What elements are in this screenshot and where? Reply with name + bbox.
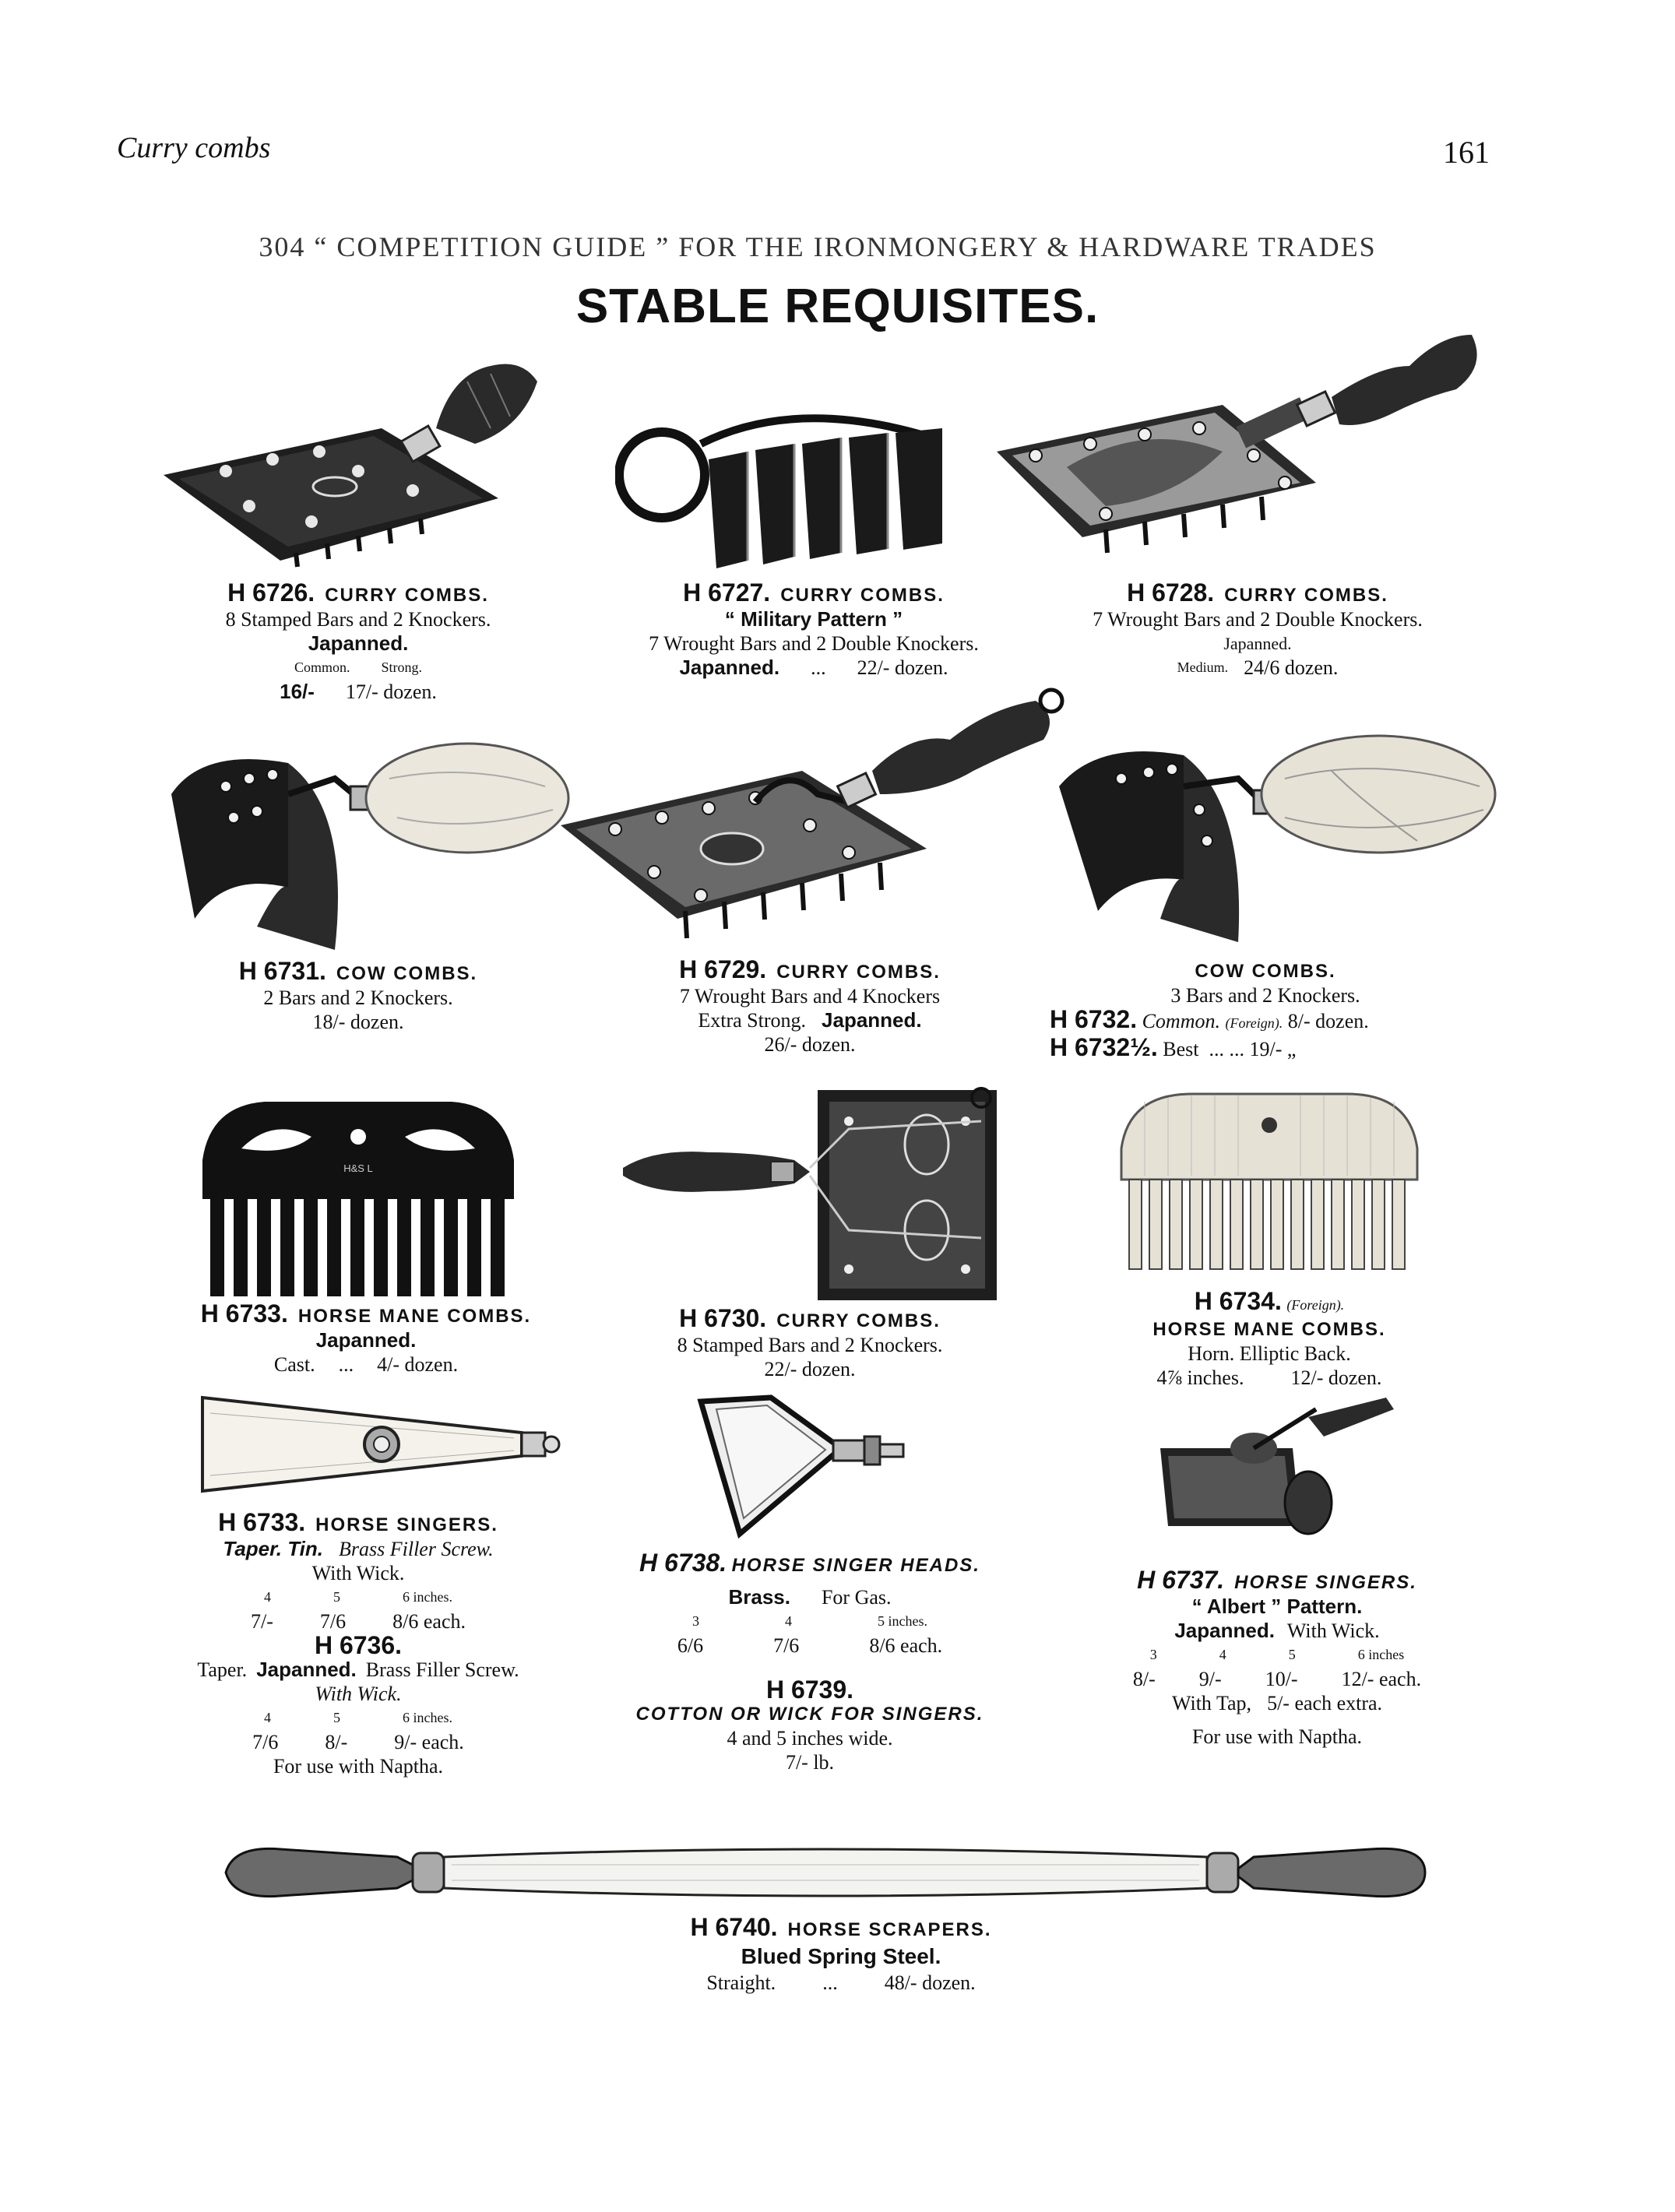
item-code: H 6730.: [679, 1304, 767, 1332]
item-price: 24/6 dozen.: [1244, 656, 1339, 679]
item-code: H 6737.: [1137, 1566, 1225, 1594]
grade-best: Best: [1163, 1038, 1199, 1060]
price-1: 6/6: [677, 1634, 704, 1657]
item-desc: 8 Stamped Bars and 2 Knockers.: [677, 1334, 943, 1356]
running-head-section: Curry combs: [117, 132, 271, 164]
item-label: CURRY COMBS.: [776, 962, 941, 983]
item-code: H 6728.: [1127, 578, 1215, 607]
item-code-h6739: H 6739.: [765, 1676, 854, 1704]
item-h6732: [1043, 959, 1487, 1061]
item-label: HORSE SINGERS.: [1234, 1572, 1417, 1593]
item-desc-filler: Brass Filler Screw.: [339, 1538, 494, 1560]
item-material: Cast.: [273, 1353, 315, 1376]
size-3: 5: [1288, 1647, 1296, 1662]
item-h6727: [584, 578, 1043, 680]
item-desc: 2 Bars and 2 Knockers.: [263, 986, 453, 1009]
item-label: CURRY COMBS.: [776, 1310, 941, 1331]
item-wick: With Wick.: [315, 1683, 402, 1705]
grade-common: Common.: [1142, 1010, 1220, 1032]
price-common: 16/-: [280, 680, 315, 703]
item-h6733-mane: [164, 1299, 568, 1377]
horse-mane-comb-h6734-illustration: [1114, 1086, 1425, 1281]
item-label: HORSE MANE COMBS.: [297, 1306, 532, 1327]
grade-common: Common.: [294, 659, 350, 675]
price-1: 7/6: [252, 1731, 279, 1753]
size-2: 5: [333, 1710, 340, 1725]
item-desc: Horn. Elliptic Back.: [1188, 1342, 1351, 1365]
item-tap: With Tap,: [1171, 1692, 1252, 1714]
price-3: 9/- each.: [394, 1731, 464, 1753]
item-code: H 6726.: [227, 578, 315, 607]
item-pattern: “ Albert ” Pattern.: [1191, 1595, 1363, 1618]
price-3: 8/6 each.: [869, 1634, 943, 1657]
item-label-h6739: COTTON OR WICK FOR SINGERS.: [635, 1704, 984, 1725]
item-code-common: H 6732.: [1050, 1005, 1138, 1033]
item-code: H 6740.: [690, 1913, 778, 1941]
item-code: H 6729.: [679, 955, 767, 983]
item-h6733-singer: [140, 1510, 576, 1778]
size-1: 4: [264, 1589, 271, 1605]
item-wick: With Wick.: [311, 1562, 405, 1584]
item-note: For use with Naptha.: [1191, 1725, 1363, 1748]
item-desc-h6739: 4 and 5 inches wide.: [727, 1727, 893, 1750]
price-best: 19/- „: [1249, 1038, 1297, 1060]
item-label: CURRY COMBS.: [780, 585, 945, 606]
item-h6740: [514, 1914, 1168, 1996]
item-foreign: (Foreign).: [1286, 1297, 1345, 1313]
size-2: 5: [333, 1589, 340, 1605]
price-2: 8/-: [325, 1731, 348, 1753]
item-label: COW COMBS.: [1195, 961, 1336, 982]
size-3: 5 inches.: [878, 1613, 927, 1629]
item-label: HORSE SINGERS.: [315, 1514, 498, 1535]
item-price: 48/- dozen.: [884, 1971, 976, 1994]
item-finish: Japanned.: [1223, 634, 1292, 653]
price-strong: 17/- dozen.: [345, 680, 437, 703]
item-code-best: H 6732½.: [1050, 1033, 1158, 1061]
item-size: 4⅞ inches.: [1156, 1366, 1244, 1389]
item-code: H 6733.: [200, 1299, 288, 1328]
cow-comb-h6731-illustration: [156, 716, 592, 965]
horse-singer-h6737-illustration: [1152, 1394, 1402, 1542]
size-4: 6 inches: [1357, 1647, 1405, 1662]
item-label: CURRY COMBS.: [1224, 585, 1388, 606]
item-finish: Japanned.: [679, 656, 780, 679]
horse-singer-head-h6738-illustration: [693, 1394, 911, 1542]
item-label: CURRY COMBS.: [325, 585, 489, 606]
item-foreign: (Foreign).: [1225, 1015, 1283, 1031]
price-1: 8/-: [1132, 1668, 1156, 1690]
item-price: 22/- dozen.: [857, 656, 948, 679]
item-wick: With Wick.: [1286, 1619, 1380, 1642]
item-price: 12/- dozen.: [1290, 1366, 1382, 1389]
item-h6729: [592, 955, 1028, 1057]
page-number: 161: [1443, 135, 1490, 170]
item-code-h6736: H 6736.: [314, 1631, 403, 1659]
item-finish: Japanned.: [1174, 1619, 1275, 1642]
item-code: H 6727.: [683, 578, 771, 607]
item-code: H 6733.: [218, 1508, 306, 1536]
item-grade: Medium.: [1177, 659, 1229, 675]
price-1: 7/-: [251, 1610, 273, 1633]
price-3: 10/-: [1265, 1668, 1298, 1690]
horse-mane-comb-h6733-illustration: [195, 1090, 522, 1300]
price-2: 9/-: [1198, 1668, 1222, 1690]
item-desc: 7 Wrought Bars and 2 Double Knockers.: [649, 632, 979, 655]
item-price: 26/- dozen.: [764, 1033, 856, 1056]
item-h6734: [1067, 1289, 1472, 1390]
item-note: For use with Naptha.: [273, 1755, 444, 1778]
item-h6728: [1028, 578, 1487, 680]
item-desc-taper: Taper.: [197, 1658, 248, 1681]
item-finish: Japanned.: [315, 1328, 417, 1352]
item-tap-price: 5/- each extra.: [1267, 1692, 1383, 1714]
item-label: HORSE SCRAPERS.: [787, 1919, 992, 1940]
item-type: Straight.: [706, 1971, 776, 1994]
item-desc-taper: Taper. Tin.: [223, 1537, 323, 1560]
item-code: H 6731.: [238, 957, 326, 985]
item-price: 4/- dozen.: [377, 1353, 459, 1376]
size-3: 6 inches.: [403, 1710, 452, 1725]
item-finish: Japanned.: [308, 631, 409, 655]
size-2: 4: [785, 1613, 792, 1629]
item-h6726: [175, 578, 541, 704]
item-desc: 7 Wrought Bars and 4 Knockers: [679, 985, 941, 1008]
size-1: 4: [264, 1710, 271, 1725]
cow-comb-h6732-illustration: [1051, 724, 1503, 958]
item-desc: 8 Stamped Bars and 2 Knockers.: [225, 608, 491, 631]
item-use: For Gas.: [821, 1586, 892, 1609]
item-finish: Japanned.: [256, 1658, 357, 1681]
curry-comb-h6726-illustration: [156, 343, 561, 568]
item-label: COW COMBS.: [336, 963, 478, 984]
item-dots: ... ...: [1209, 1038, 1244, 1060]
price-3: 8/6 each.: [392, 1610, 466, 1633]
item-material: Blued Spring Steel.: [741, 1944, 941, 1968]
horse-scraper-h6740-illustration: [218, 1826, 1433, 1919]
item-filler: Brass Filler Screw.: [365, 1658, 519, 1681]
curry-comb-h6728-illustration: [989, 319, 1487, 568]
curry-comb-h6729-illustration: [553, 685, 1082, 950]
item-pattern: “ Military Pattern ”: [724, 607, 903, 631]
item-h6738: [615, 1551, 1005, 1774]
item-label: HORSE SINGER HEADS.: [731, 1555, 980, 1576]
price-4: 12/- each.: [1341, 1668, 1422, 1690]
size-1: 3: [692, 1613, 699, 1629]
curry-comb-h6730-illustration: [615, 1074, 1020, 1308]
item-price: 18/- dozen.: [312, 1011, 404, 1033]
item-h6731: [175, 959, 541, 1034]
item-h6737: [1059, 1568, 1495, 1749]
price-2: 7/6: [319, 1610, 347, 1633]
price-2: 7/6: [773, 1634, 800, 1657]
item-strength: Extra Strong.: [698, 1009, 807, 1032]
page-title: STABLE REQUISITES.: [575, 280, 1100, 333]
item-code: H 6738.: [639, 1549, 727, 1577]
comb-stamp: H&S L: [343, 1162, 373, 1174]
item-label: HORSE MANE COMBS.: [1152, 1319, 1386, 1340]
item-dots: ...: [811, 656, 826, 679]
item-dots: ...: [822, 1971, 838, 1994]
size-1: 3: [1149, 1647, 1157, 1662]
size-3: 6 inches.: [403, 1589, 452, 1605]
item-price-h6739: 7/- lb.: [785, 1751, 835, 1774]
item-desc: 7 Wrought Bars and 2 Double Knockers.: [1093, 608, 1423, 631]
price-common: 8/- dozen.: [1287, 1010, 1369, 1032]
item-finish: Japanned.: [822, 1008, 922, 1032]
item-price: 22/- dozen.: [764, 1358, 856, 1380]
item-code: H 6734.: [1194, 1287, 1282, 1315]
item-h6730: [592, 1306, 1028, 1381]
catalogue-header: 304 “ COMPETITION GUIDE ” FOR THE IRONMONGERY & HARDWARE TRADES: [259, 231, 1377, 262]
item-desc: 3 Bars and 2 Knockers.: [1170, 984, 1360, 1007]
horse-singer-h6733-illustration: [195, 1390, 561, 1499]
curry-comb-h6727-illustration: [615, 405, 989, 576]
item-material: Brass.: [728, 1585, 790, 1609]
item-dots: ...: [338, 1353, 354, 1376]
grade-strong: Strong.: [381, 659, 423, 675]
size-2: 4: [1219, 1647, 1226, 1662]
